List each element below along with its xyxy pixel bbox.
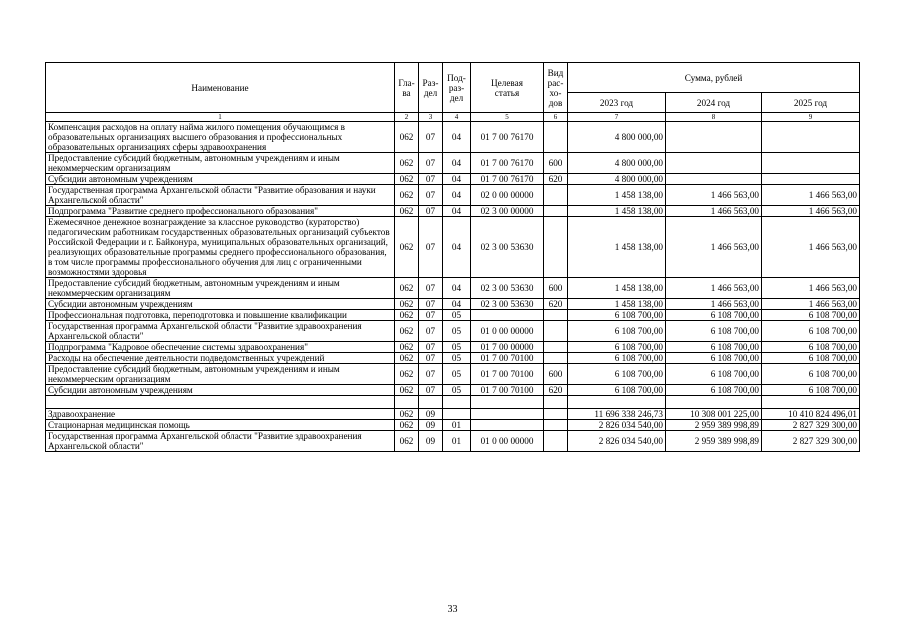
cell-name bbox=[46, 396, 395, 409]
cell-vid bbox=[544, 420, 568, 431]
cell-tselevaya: 01 7 00 76170 bbox=[471, 153, 544, 174]
cell-razdel: 09 bbox=[419, 409, 443, 420]
cell-glava: 062 bbox=[395, 185, 419, 206]
cell-2025: 1 466 563,00 bbox=[762, 185, 860, 206]
cell-razdel: 09 bbox=[419, 431, 443, 452]
cell-2023: 6 108 700,00 bbox=[568, 364, 666, 385]
cell-tselevaya: 01 7 00 76170 bbox=[471, 122, 544, 153]
cell-vid bbox=[544, 321, 568, 342]
cell-podrazdel: 04 bbox=[443, 299, 471, 310]
cell-name: Здравоохранение bbox=[46, 409, 395, 420]
cell-podrazdel: 05 bbox=[443, 342, 471, 353]
cell-tselevaya: 02 3 00 53630 bbox=[471, 299, 544, 310]
cell-glava: 062 bbox=[395, 278, 419, 299]
cell-name: Субсидии автономным учреждениям bbox=[46, 299, 395, 310]
cell-vid: 620 bbox=[544, 385, 568, 396]
cell-tselevaya: 01 7 00 70100 bbox=[471, 353, 544, 364]
column-index: 2 bbox=[395, 113, 419, 122]
cell-2025 bbox=[762, 396, 860, 409]
cell-2023: 1 458 138,00 bbox=[568, 206, 666, 217]
cell-podrazdel bbox=[443, 396, 471, 409]
cell-name: Подпрограмма "Развитие среднего профессионального образования" bbox=[46, 206, 395, 217]
cell-glava: 062 bbox=[395, 353, 419, 364]
cell-name: Предоставление субсидий бюджетным, автономным учреждениям и иным некоммерческим организациям bbox=[46, 153, 395, 174]
cell-vid bbox=[544, 310, 568, 321]
cell-podrazdel: 05 bbox=[443, 310, 471, 321]
cell-podrazdel: 01 bbox=[443, 431, 471, 452]
cell-podrazdel bbox=[443, 409, 471, 420]
table-row bbox=[46, 217, 860, 278]
cell-2024: 10 308 001 225,00 bbox=[666, 409, 762, 420]
cell-tselevaya: 01 7 00 00000 bbox=[471, 342, 544, 353]
cell-glava: 062 bbox=[395, 299, 419, 310]
cell-tselevaya: 01 7 00 70100 bbox=[471, 364, 544, 385]
cell-razdel: 09 bbox=[419, 420, 443, 431]
cell-2023: 6 108 700,00 bbox=[568, 353, 666, 364]
cell-2024: 6 108 700,00 bbox=[666, 342, 762, 353]
cell-name: Государственная программа Архангельской области "Развитие здравоохранения Архангельской области" bbox=[46, 321, 395, 342]
header-vid: Вид рас- хо- дов bbox=[544, 63, 568, 113]
cell-vid: 600 bbox=[544, 364, 568, 385]
column-index: 6 bbox=[544, 113, 568, 122]
column-index-row bbox=[46, 113, 860, 122]
cell-2023: 2 826 034 540,00 bbox=[568, 420, 666, 431]
cell-2025: 1 466 563,00 bbox=[762, 206, 860, 217]
cell-tselevaya: 01 7 00 70100 bbox=[471, 385, 544, 396]
page-number: 33 bbox=[447, 604, 458, 615]
header-year-2025: 2025 год bbox=[762, 93, 860, 113]
cell-2025: 2 827 329 300,00 bbox=[762, 420, 860, 431]
cell-podrazdel: 05 bbox=[443, 321, 471, 342]
cell-razdel: 07 bbox=[419, 385, 443, 396]
cell-podrazdel: 05 bbox=[443, 385, 471, 396]
cell-tselevaya: 02 3 00 53630 bbox=[471, 278, 544, 299]
table-row bbox=[46, 385, 860, 396]
cell-name: Расходы на обеспечение деятельности подведомственных учреждений bbox=[46, 353, 395, 364]
cell-2023: 1 458 138,00 bbox=[568, 185, 666, 206]
cell-razdel: 07 bbox=[419, 174, 443, 185]
cell-podrazdel: 05 bbox=[443, 364, 471, 385]
cell-2024: 6 108 700,00 bbox=[666, 385, 762, 396]
cell-vid bbox=[544, 185, 568, 206]
cell-2023: 4 800 000,00 bbox=[568, 122, 666, 153]
cell-2024: 1 466 563,00 bbox=[666, 185, 762, 206]
cell-razdel bbox=[419, 396, 443, 409]
header-tselevaya: Целевая статья bbox=[471, 63, 544, 113]
cell-2025: 10 410 824 496,01 bbox=[762, 409, 860, 420]
cell-tselevaya: 01 0 00 00000 bbox=[471, 431, 544, 452]
cell-razdel: 07 bbox=[419, 321, 443, 342]
cell-2025: 1 466 563,00 bbox=[762, 217, 860, 278]
header-glava: Гла- ва bbox=[395, 63, 419, 113]
cell-2024: 6 108 700,00 bbox=[666, 364, 762, 385]
cell-2024: 1 466 563,00 bbox=[666, 278, 762, 299]
cell-vid: 620 bbox=[544, 299, 568, 310]
cell-2023: 6 108 700,00 bbox=[568, 342, 666, 353]
table-row bbox=[46, 122, 860, 153]
cell-glava: 062 bbox=[395, 420, 419, 431]
table-row bbox=[46, 342, 860, 353]
cell-podrazdel: 04 bbox=[443, 122, 471, 153]
cell-vid bbox=[544, 342, 568, 353]
cell-2025: 6 108 700,00 bbox=[762, 385, 860, 396]
cell-glava: 062 bbox=[395, 153, 419, 174]
cell-vid: 600 bbox=[544, 153, 568, 174]
column-index: 3 bbox=[419, 113, 443, 122]
cell-tselevaya bbox=[471, 310, 544, 321]
cell-razdel: 07 bbox=[419, 153, 443, 174]
cell-2023: 6 108 700,00 bbox=[568, 310, 666, 321]
cell-2024: 6 108 700,00 bbox=[666, 310, 762, 321]
header-razdel: Раз- дел bbox=[419, 63, 443, 113]
cell-2024 bbox=[666, 122, 762, 153]
cell-name: Компенсация расходов на оплату найма жилого помещения обучающимся в образовательных организациях высшего образования и профессиональных образовательных организациях сферы здравоохранения bbox=[46, 122, 395, 153]
header-year-2024: 2024 год bbox=[666, 93, 762, 113]
cell-2025 bbox=[762, 174, 860, 185]
cell-glava: 062 bbox=[395, 174, 419, 185]
cell-2025: 6 108 700,00 bbox=[762, 310, 860, 321]
table-row bbox=[46, 153, 860, 174]
cell-podrazdel: 04 bbox=[443, 174, 471, 185]
cell-2023: 11 696 338 246,73 bbox=[568, 409, 666, 420]
cell-glava: 062 bbox=[395, 342, 419, 353]
table-row bbox=[46, 431, 860, 452]
table-row bbox=[46, 206, 860, 217]
table-row bbox=[46, 353, 860, 364]
cell-tselevaya: 02 3 00 53630 bbox=[471, 217, 544, 278]
cell-podrazdel: 04 bbox=[443, 185, 471, 206]
cell-podrazdel: 04 bbox=[443, 217, 471, 278]
cell-name: Профессиональная подготовка, переподготовка и повышение квалификации bbox=[46, 310, 395, 321]
column-index: 9 bbox=[762, 113, 860, 122]
cell-tselevaya: 02 0 00 00000 bbox=[471, 185, 544, 206]
cell-2025 bbox=[762, 122, 860, 153]
cell-2024 bbox=[666, 396, 762, 409]
cell-2025: 2 827 329 300,00 bbox=[762, 431, 860, 452]
table-row bbox=[46, 174, 860, 185]
cell-tselevaya: 01 7 00 76170 bbox=[471, 174, 544, 185]
cell-2024: 2 959 389 998,89 bbox=[666, 431, 762, 452]
cell-2025: 6 108 700,00 bbox=[762, 342, 860, 353]
table-row bbox=[46, 299, 860, 310]
cell-razdel: 07 bbox=[419, 206, 443, 217]
table-row bbox=[46, 364, 860, 385]
cell-vid bbox=[544, 217, 568, 278]
cell-2023: 1 458 138,00 bbox=[568, 278, 666, 299]
cell-razdel: 07 bbox=[419, 310, 443, 321]
cell-razdel: 07 bbox=[419, 122, 443, 153]
cell-tselevaya: 02 3 00 00000 bbox=[471, 206, 544, 217]
cell-vid bbox=[544, 206, 568, 217]
cell-tselevaya bbox=[471, 420, 544, 431]
cell-name: Предоставление субсидий бюджетным, автономным учреждениям и иным некоммерческим организациям bbox=[46, 278, 395, 299]
cell-2024: 6 108 700,00 bbox=[666, 321, 762, 342]
table-row bbox=[46, 321, 860, 342]
cell-razdel: 07 bbox=[419, 278, 443, 299]
cell-2024: 2 959 389 998,89 bbox=[666, 420, 762, 431]
cell-2024 bbox=[666, 174, 762, 185]
cell-2024: 1 466 563,00 bbox=[666, 206, 762, 217]
table-row bbox=[46, 185, 860, 206]
cell-2023: 6 108 700,00 bbox=[568, 385, 666, 396]
cell-podrazdel: 04 bbox=[443, 278, 471, 299]
cell-2025: 6 108 700,00 bbox=[762, 353, 860, 364]
cell-vid: 620 bbox=[544, 174, 568, 185]
cell-name: Государственная программа Архангельской области "Развитие здравоохранения Архангельской области" bbox=[46, 431, 395, 452]
cell-glava: 062 bbox=[395, 206, 419, 217]
cell-2025: 1 466 563,00 bbox=[762, 299, 860, 310]
header-year-2023: 2023 год bbox=[568, 93, 666, 113]
cell-glava: 062 bbox=[395, 364, 419, 385]
cell-2025: 6 108 700,00 bbox=[762, 364, 860, 385]
cell-vid bbox=[544, 353, 568, 364]
cell-name: Предоставление субсидий бюджетным, автономным учреждениям и иным некоммерческим организациям bbox=[46, 364, 395, 385]
cell-2024: 6 108 700,00 bbox=[666, 353, 762, 364]
table-row bbox=[46, 409, 860, 420]
cell-podrazdel: 04 bbox=[443, 206, 471, 217]
cell-2025: 6 108 700,00 bbox=[762, 321, 860, 342]
cell-vid bbox=[544, 122, 568, 153]
cell-razdel: 07 bbox=[419, 185, 443, 206]
cell-name: Субсидии автономным учреждениям bbox=[46, 385, 395, 396]
cell-glava: 062 bbox=[395, 409, 419, 420]
cell-podrazdel: 04 bbox=[443, 153, 471, 174]
table-row-empty bbox=[46, 396, 860, 409]
cell-2023: 4 800 000,00 bbox=[568, 153, 666, 174]
table-row bbox=[46, 310, 860, 321]
cell-glava: 062 bbox=[395, 217, 419, 278]
cell-podrazdel: 05 bbox=[443, 353, 471, 364]
cell-tselevaya: 01 0 00 00000 bbox=[471, 321, 544, 342]
cell-name: Государственная программа Архангельской области "Развитие образования и науки Архангельской области" bbox=[46, 185, 395, 206]
cell-glava: 062 bbox=[395, 431, 419, 452]
column-index: 4 bbox=[443, 113, 471, 122]
cell-razdel: 07 bbox=[419, 342, 443, 353]
cell-name: Подпрограмма "Кадровое обеспечение системы здравоохранения" bbox=[46, 342, 395, 353]
cell-name: Субсидии автономным учреждениям bbox=[46, 174, 395, 185]
cell-name: Ежемесячное денежное вознаграждение за классное руководство (кураторство) педагогическим работникам государственных образовательных организаций субъектов Российской Федерации и г. Байконура, муниципальных образовательных организаций, реализующих образовательные программы среднего профессионального образования, в том числе программы профессионального обучения для лиц с ограниченными возможностями здоровья bbox=[46, 217, 395, 278]
cell-2023: 2 826 034 540,00 bbox=[568, 431, 666, 452]
column-index: 7 bbox=[568, 113, 666, 122]
cell-glava bbox=[395, 396, 419, 409]
cell-tselevaya bbox=[471, 396, 544, 409]
cell-2023: 4 800 000,00 bbox=[568, 174, 666, 185]
cell-razdel: 07 bbox=[419, 299, 443, 310]
cell-razdel: 07 bbox=[419, 353, 443, 364]
cell-2025 bbox=[762, 153, 860, 174]
cell-glava: 062 bbox=[395, 321, 419, 342]
cell-vid bbox=[544, 431, 568, 452]
cell-2025: 1 466 563,00 bbox=[762, 278, 860, 299]
column-index: 1 bbox=[46, 113, 395, 122]
table-row bbox=[46, 420, 860, 431]
cell-2023: 6 108 700,00 bbox=[568, 321, 666, 342]
cell-name: Стационарная медицинская помощь bbox=[46, 420, 395, 431]
cell-2024: 1 466 563,00 bbox=[666, 217, 762, 278]
cell-razdel: 07 bbox=[419, 364, 443, 385]
cell-2024: 1 466 563,00 bbox=[666, 299, 762, 310]
cell-2023: 1 458 138,00 bbox=[568, 217, 666, 278]
header-row-1 bbox=[46, 63, 860, 93]
cell-glava: 062 bbox=[395, 122, 419, 153]
cell-vid bbox=[544, 409, 568, 420]
cell-2023: 1 458 138,00 bbox=[568, 299, 666, 310]
table-row bbox=[46, 278, 860, 299]
header-name: Наименование bbox=[46, 63, 395, 113]
cell-razdel: 07 bbox=[419, 217, 443, 278]
column-index: 8 bbox=[666, 113, 762, 122]
cell-2023 bbox=[568, 396, 666, 409]
cell-podrazdel: 01 bbox=[443, 420, 471, 431]
cell-glava: 062 bbox=[395, 310, 419, 321]
budget-table bbox=[45, 62, 860, 452]
cell-vid: 600 bbox=[544, 278, 568, 299]
cell-2024 bbox=[666, 153, 762, 174]
cell-glava: 062 bbox=[395, 385, 419, 396]
cell-vid bbox=[544, 396, 568, 409]
cell-tselevaya bbox=[471, 409, 544, 420]
column-index: 5 bbox=[471, 113, 544, 122]
header-summa: Сумма, рублей bbox=[568, 63, 860, 93]
header-podrazdel: Под- раз- дел bbox=[443, 63, 471, 113]
